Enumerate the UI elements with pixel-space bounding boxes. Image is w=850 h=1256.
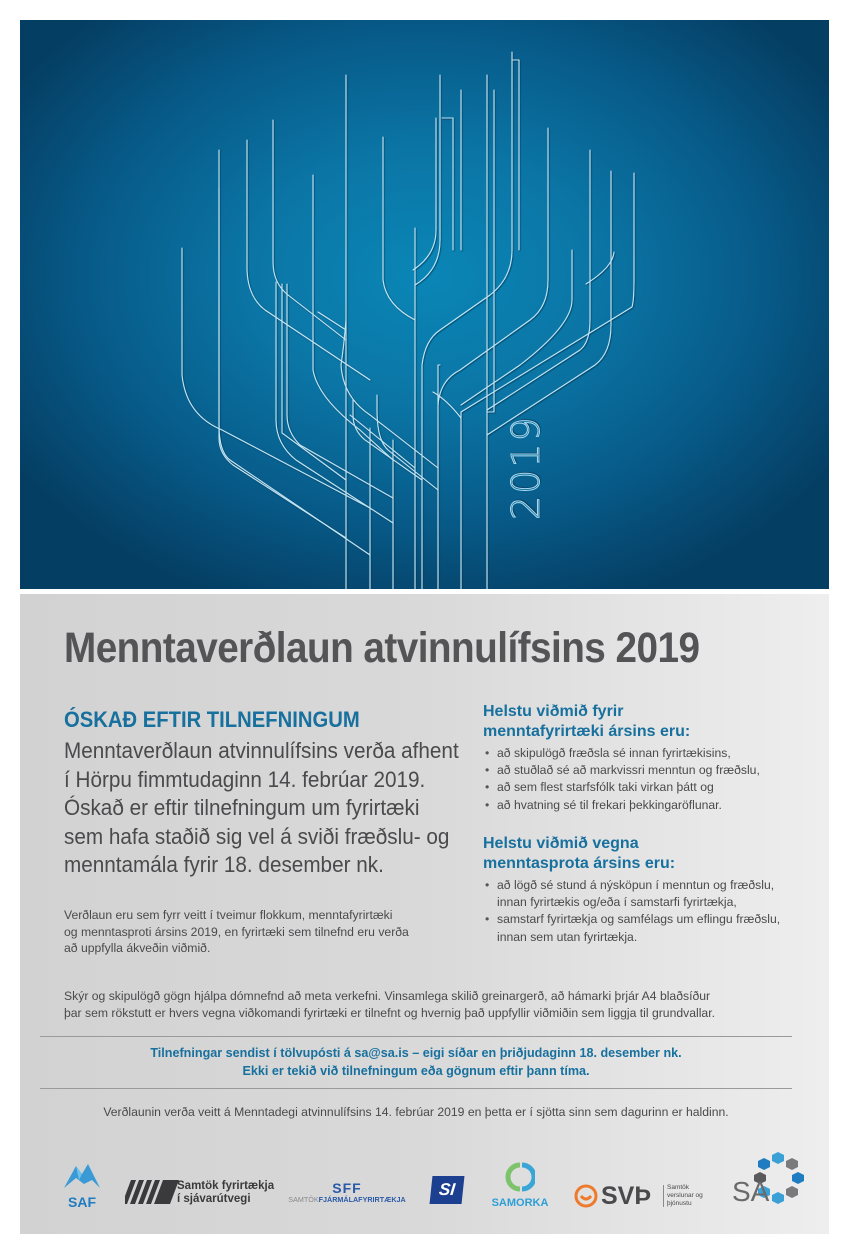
lead-line: í Hörpu fimmtudaginn 14. febrúar 2019. — [64, 766, 426, 792]
criteria-item: • að hvatning sé til frekari þekkingaröflunar. — [483, 797, 823, 814]
criteria-heading-line: menntafyrirtæki ársins eru: — [483, 723, 691, 740]
svth-logo: SVÞ Samtök verslunar og þjónustu — [574, 1181, 704, 1211]
lead-line: Menntaverðlaun atvinnulífsins verða afhent — [64, 738, 459, 763]
footnote: Verðlaunin verða veitt á Menntadegi atvinnulífsins 14. febrúar 2019 en þetta er í sjötta sinn sem dagurinn er haldinn. — [103, 1105, 729, 1119]
sfs-logo-line: í sjávarútvegi — [177, 1193, 251, 1205]
page-title: Menntaverðlaun atvinnulífsins 2019 — [64, 624, 700, 672]
sff-logo: SFF SAMTÖKFJÁRMÁLAFYRIRTÆKJA — [286, 1182, 408, 1206]
tree-illustration — [20, 20, 829, 589]
call-heading: ÓSKAÐ EFTIR TILNEFNINGUM — [64, 707, 360, 732]
notice-line: Tilnefningar sendist í tölvupósti á sa@sa.is – eigi síðar en þriðjudaginn 18. desember nk. — [150, 1046, 682, 1060]
paragraph-line: og menntasproti ársins 2019, en fyrirtæki sem tilnefnd eru verða — [64, 924, 409, 939]
lead-line: Óskað er eftir tilnefningum um fyrirtæki — [64, 795, 420, 820]
svth-logo-line: þjónustu — [667, 1200, 692, 1207]
criteria-heading-line: Helstu viðmið fyrir — [483, 703, 624, 720]
svth-logo-line: verslunar og — [667, 1192, 703, 1199]
sff-logo-subtitle: SAMTÖKFJÁRMÁLAFYRIRTÆKJA — [288, 1195, 406, 1204]
lead-line: menntamála fyrir 18. desember nk. — [64, 852, 384, 877]
year-label: 2019 — [504, 415, 548, 520]
samorka-logo: SAMORKA — [485, 1162, 555, 1210]
paragraph-line: Verðlaun eru sem fyrr veitt í tveimur flokkum, menntafyrirtæki — [64, 908, 393, 922]
criteria-item: • að sem flest starfsfólk taki virkan þátt og — [483, 779, 823, 796]
content-panel — [20, 594, 829, 1234]
paragraph-line: að uppfylla ákveðin viðmið. — [64, 941, 211, 955]
criteria-item: • að lögð sé stund á nýsköpun í menntun og fræðslu, innan fyrirtækis og/eða í samstarfi fyrirtækja, — [483, 877, 783, 911]
criteria-item: • samstarf fyrirtækja og samfélags um eflingu fræðslu, innan sem utan fyrirtækja. — [483, 911, 783, 945]
svth-logo-line: Samtök — [667, 1184, 690, 1191]
logo-divider — [663, 1185, 664, 1207]
mountain-icon — [62, 1160, 102, 1190]
criteria-heading-line: menntasprota ársins eru: — [483, 855, 676, 872]
sfs-logo-line: Samtök fyrirtækja — [177, 1180, 275, 1192]
smile-icon — [574, 1184, 598, 1208]
sfs-logo — [125, 1176, 285, 1210]
criteria-item: • að skipulögð fræðsla sé innan fyrirtækisins, — [483, 745, 823, 762]
criteria-item: • að stuðlað sé að markvissri menntun og fræðslu, — [483, 762, 823, 779]
criteria-heading-line: Helstu viðmið vegna — [483, 835, 639, 852]
saf-logo: SAF — [62, 1160, 102, 1206]
notice-line: Ekki er tekið við tilnefningum eða gögnum eftir þann tíma. — [242, 1064, 590, 1078]
sponsor-logos — [20, 594, 829, 1234]
info-line: þar sem rökstutt er hvers vegna viðkomandi fyrirtæki er tilnefnt og hvernig það uppfyllir viðmiðin sem liggja til grundvallar. — [64, 1005, 715, 1020]
info-line: Skýr og skipulögð gögn hjálpa dómnefnd að meta verkefni. Vinsamlega skilið greinargerð, að hámarki þrjár A4 blaðsíður — [64, 989, 711, 1003]
si-logo: SI — [430, 1176, 465, 1204]
tree-branches — [182, 52, 634, 589]
lead-line: sem hafa staðið sig vel á sviði fræðslu- og — [64, 823, 450, 849]
stripes-icon — [125, 1176, 185, 1206]
sa-logo: SA — [732, 1150, 812, 1214]
ring-icon — [505, 1162, 535, 1192]
hero-image — [20, 20, 829, 589]
